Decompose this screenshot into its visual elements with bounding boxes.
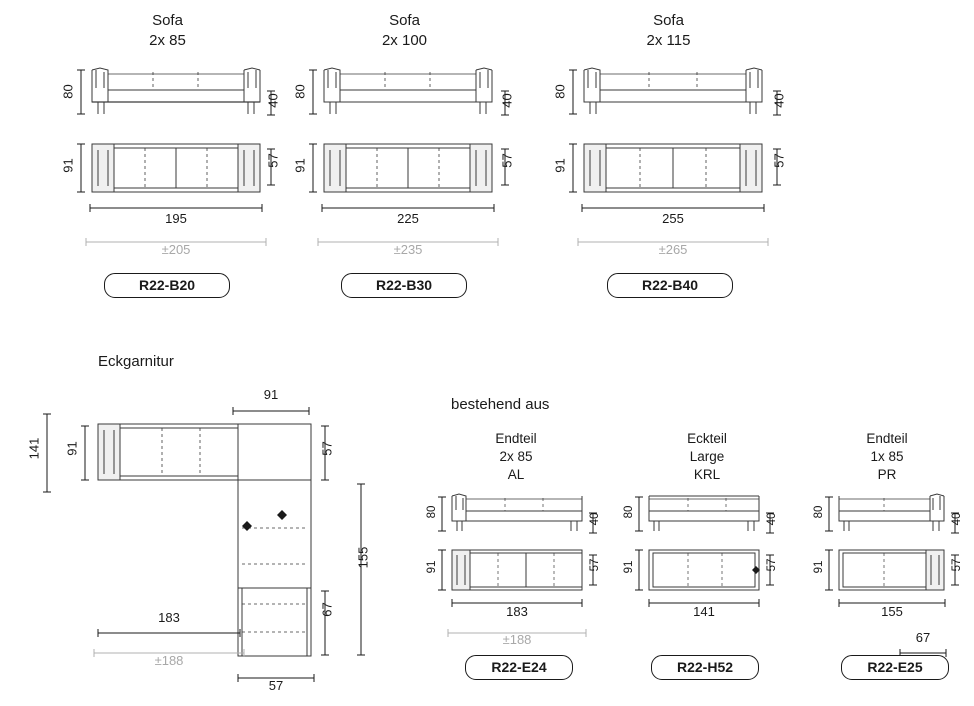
part-1-height-dim: 80	[426, 505, 438, 519]
part-3-width-total-dim: 67	[915, 630, 931, 645]
sofa-3-depth-dim-line	[568, 142, 578, 194]
sofa-3-side-elevation	[578, 62, 768, 124]
part-2-code: R22-H52	[651, 655, 759, 680]
sofa-2-height-dim: 80	[292, 84, 308, 99]
part-3-variant: PR	[877, 467, 897, 482]
sofa-3-title-line2: 2x 115	[646, 32, 691, 49]
sofa-2-width-total-dim: ±235	[393, 242, 423, 257]
composition-label: bestehend aus	[451, 396, 550, 413]
sofa-1-height-dim: 80	[60, 84, 76, 99]
part-1-width-total-dim: ±188	[502, 632, 532, 647]
sofa-3-height-dim-line	[568, 68, 578, 116]
sofa-3-top-view	[578, 140, 768, 196]
sofa-3-code: R22-B40	[607, 273, 733, 298]
sofa-1-side-elevation	[86, 62, 266, 124]
corner-right-lower-dim: 155	[355, 546, 371, 569]
part-3-seat-height-dim: 40	[951, 512, 963, 526]
part-3-size: 1x 85	[870, 449, 904, 464]
corner-right-upper-dim: 57	[319, 441, 335, 456]
part-2-height-dim: 80	[623, 505, 635, 519]
sofa-2-title-line1: Sofa	[389, 12, 420, 29]
sofa-2-seat-height-dim: 40	[499, 93, 515, 108]
sofa-3-width-total-dim: ±265	[658, 242, 688, 257]
sofa-2-code: R22-B30	[341, 273, 467, 298]
sofa-1-top-view	[86, 140, 266, 196]
part-1-top-view	[447, 546, 587, 594]
part-3-code: R22-E25	[841, 655, 949, 680]
part-2-height-dim-line	[634, 495, 644, 533]
part-1-name: Endteil	[495, 431, 537, 446]
sofa-1-code: R22-B20	[104, 273, 230, 298]
sofa-1-height-dim-line	[76, 68, 86, 116]
part-2-width-dim: 141	[693, 604, 715, 619]
corner-bottom-right-dim: 57	[268, 678, 284, 693]
corner-bottom-dim: 183	[158, 610, 180, 625]
part-1-seat-depth-dim: 57	[589, 558, 601, 572]
sofa-3-seat-height-dim: 40	[771, 93, 787, 108]
part-3-depth-dim-line	[824, 548, 834, 592]
sofa-3-width-dim: 255	[662, 211, 684, 226]
part-1-depth-dim-line	[437, 548, 447, 592]
sofa-1-title-line1: Sofa	[152, 12, 183, 29]
sofa-3-height-dim: 80	[552, 84, 568, 99]
part-1-code: R22-E24	[465, 655, 573, 680]
part-3-height-dim-line	[824, 495, 834, 533]
sofa-1-seat-height-dim: 40	[265, 93, 281, 108]
sofa-1-seat-depth-dim: 57	[265, 153, 281, 168]
corner-bottom-dim-line	[96, 628, 242, 638]
part-3-width-dim: 155	[881, 604, 903, 619]
sofa-1-title-line2: 2x 85	[149, 32, 186, 49]
sofa-1-depth-dim: 91	[60, 158, 76, 173]
sofa-3-seat-depth-dim: 57	[771, 153, 787, 168]
sofa-2-side-elevation	[318, 62, 498, 124]
part-1-size: 2x 85	[499, 449, 533, 464]
part-1-depth-dim: 91	[426, 560, 438, 574]
part-2-seat-height-dim: 40	[766, 512, 778, 526]
part-2-variant: KRL	[693, 467, 721, 482]
part-3-name: Endteil	[866, 431, 908, 446]
corner-right-lower-inner-dim: 67	[319, 602, 335, 617]
sofa-1-width-total-dim: ±205	[161, 242, 191, 257]
sofa-2-depth-dim: 91	[292, 158, 308, 173]
sofa-2-height-dim-line	[308, 68, 318, 116]
part-2-name: Eckteil	[687, 431, 727, 446]
part-1-seat-height-dim: 40	[589, 512, 601, 526]
part-2-size: Large	[689, 449, 725, 464]
corner-left-inner-dim: 91	[64, 441, 80, 456]
sofa-2-title-line2: 2x 100	[381, 32, 428, 49]
part-3-top-view	[834, 546, 949, 594]
sofa-2-depth-dim-line	[308, 142, 318, 194]
part-1-height-dim-line	[437, 495, 447, 533]
sofa-2-seat-depth-dim: 57	[499, 153, 515, 168]
corner-top-dim-line	[231, 406, 311, 416]
part-3-height-dim: 80	[813, 505, 825, 519]
corner-left-inner-dim-line	[80, 424, 90, 482]
part-2-seat-depth-dim: 57	[766, 558, 778, 572]
sofa-2-width-dim: 225	[397, 211, 419, 226]
corner-left-outer-dim-line	[42, 412, 52, 494]
part-2-depth-dim: 91	[623, 560, 635, 574]
sofa-1-width-dim: 195	[165, 211, 187, 226]
part-2-top-view	[644, 546, 764, 594]
part-1-side-elevation	[447, 490, 587, 538]
part-3-depth-dim: 91	[813, 560, 825, 574]
part-3-seat-depth-dim: 57	[951, 558, 963, 572]
part-3-side-elevation	[834, 490, 949, 538]
sofa-3-depth-dim: 91	[552, 158, 568, 173]
sofa-3-title-line1: Sofa	[653, 12, 684, 29]
part-2-side-elevation	[644, 490, 764, 538]
corner-left-outer-dim: 141	[26, 437, 42, 460]
part-2-depth-dim-line	[634, 548, 644, 592]
corner-title: Eckgarnitur	[98, 353, 174, 370]
part-1-variant: AL	[507, 467, 525, 482]
sofa-1-depth-dim-line	[76, 142, 86, 194]
corner-bottom-grey-dim: ±188	[154, 653, 184, 668]
part-1-width-dim: 183	[506, 604, 528, 619]
sofa-2-top-view	[318, 140, 498, 196]
corner-top-dim: 91	[263, 387, 279, 402]
